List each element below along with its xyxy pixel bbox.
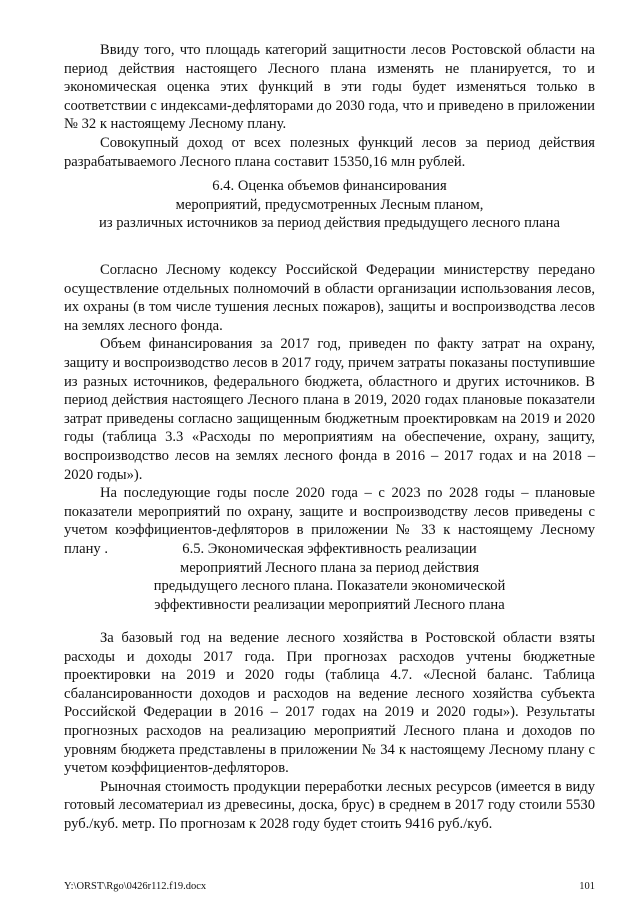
paragraph: Рыночная стоимость продукции переработки лесных ресурсов (имеется в виду готовый лесоматериал из древесины, доска, брус) в среднем в 2017 году стоили 5530 руб./куб. метр. По прогнозам к 2028 году будет стоить 9416 руб./куб. <box>64 778 595 832</box>
intro-text-block <box>64 41 595 171</box>
heading-line: 6.5. Экономическая эффективность реализации <box>182 541 477 557</box>
section-heading-6-5 <box>64 540 595 614</box>
paragraph: На последующие годы после 2020 года – с 2023 по 2028 годы – плановые показатели мероприятий по охрану, защите и воспроизводству лесов приведены с учетом коэффициентов-дефляторов в приложении № 33 к настоящему Лесному плану . <box>64 485 595 557</box>
heading-line: из различных источников за период действия предыдущего лесного плана <box>99 215 560 232</box>
page-number: 101 <box>579 881 595 892</box>
paragraph: Совокупный доход от всех полезных функций лесов за период действия разрабатываемого Лесного плана составит 15350,16 млн рублей. <box>64 134 595 170</box>
section-6-5-text-block <box>64 629 595 834</box>
heading-line: мероприятий, предусмотренных Лесным планом, <box>175 196 484 213</box>
paragraph: Согласно Лесному кодексу Российской Федерации министерству передано осуществление отдельных полномочий в области организации использования лесов, их охраны (в том числе тушения лесных пожаров), защиты и воспроизводства лесов на землях лесного фонда. <box>64 262 595 334</box>
section-6-4-text-block <box>64 261 595 559</box>
heading-line: эффективности реализации мероприятий Лесного плана <box>154 596 505 613</box>
footer-file-path: Y:\ORST\Rgo\0426r112.f19.docx <box>64 881 207 892</box>
heading-line: предыдущего лесного плана. Показатели экономической <box>153 578 506 595</box>
heading-line: мероприятий Лесного плана за период действия <box>179 559 480 576</box>
paragraph: Объем финансирования за 2017 год, приведен по факту затрат на охрану, защиту и воспроизводство лесов в 2017 году, причем затраты показаны поступившие из разных источников, федерального бюджета, областного и других источников. В период действия настоящего Лесного плана в 2019, 2020 годах плановые показатели затрат приведены согласно защищенным бюджетным проектировкам на 2019 и 2020 годы (таблица 3.3 «Расходы по мероприятиям на обеспечение, охрану, защиту, воспроизводство лесов на землях лесного фонда в 2016 – 2017 годах и на 2018 – 2020 годы»). <box>64 336 595 483</box>
paragraph: Ввиду того, что площадь категорий защитности лесов Ростовской области на период действия настоящего Лесного плана изменять не планируется, то и экономическая оценка этих функций в эти годы будет изменяться только в соответствии с индексами-дефляторами до 2030 года, что и приведено в приложении № 32 к настоящему Лесному плану. <box>64 42 595 133</box>
heading-line: 6.4. Оценка объемов финансирования <box>212 178 447 194</box>
section-heading-6-4 <box>64 177 595 233</box>
paragraph: За базовый год на ведение лесного хозяйства в Ростовской области взяты расходы и доходы 2017 года. При прогнозах расходов учтены бюджетные проектировки на 2019 и 2020 годы (таблица 4.7. «Лесной баланс. Таблица сбалансированности доходов и расходов на ведение лесного хозяйства субъекта Российской Федерации в 2016 – 2017 годах на 2019 и 2020 годы»). Результаты прогнозных расходов на реализацию мероприятий Лесного плана и доходов по уровням бюджета представлены в приложении № 34 к настоящему Лесному плану с учетом коэффициентов-дефляторов. <box>64 630 595 777</box>
